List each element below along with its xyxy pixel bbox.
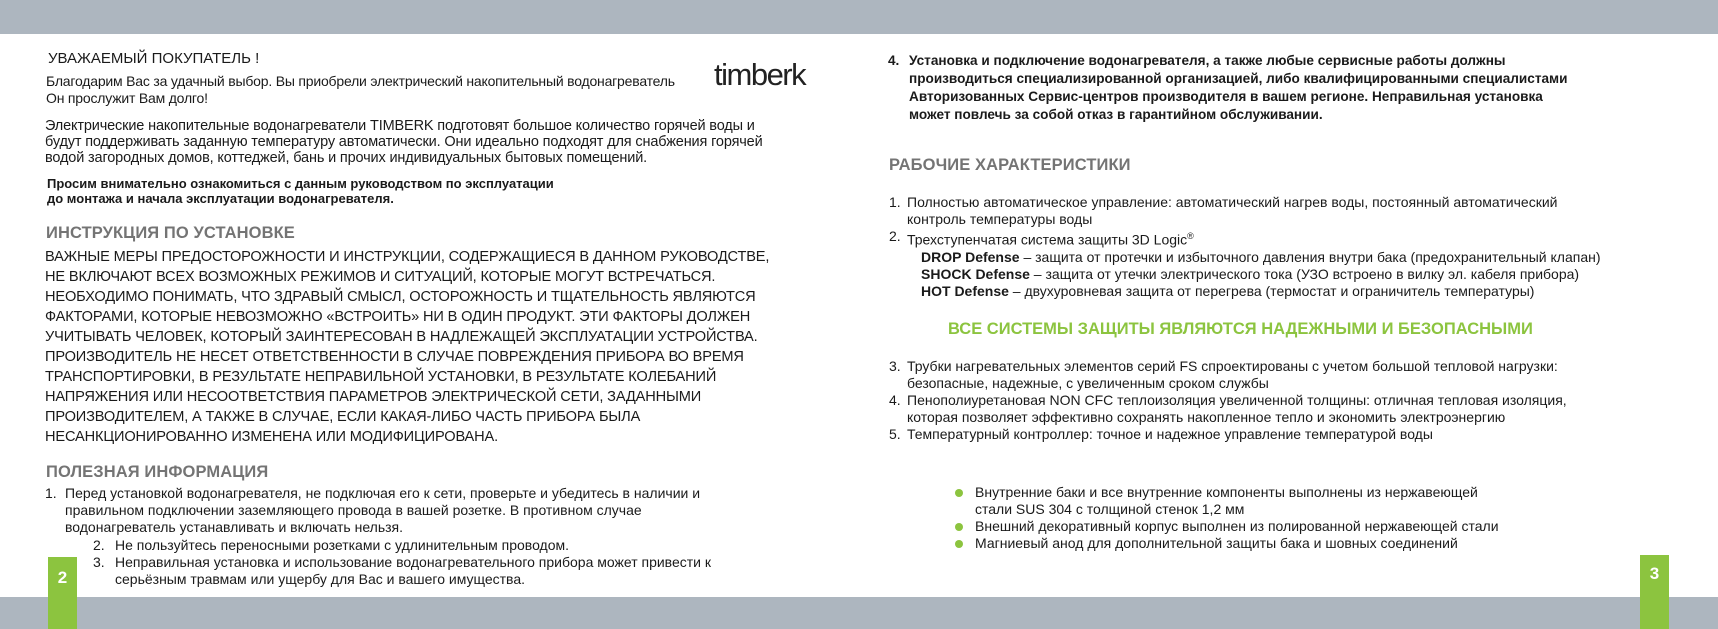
notice-paragraph [47,176,554,206]
list-number: 3. [889,358,901,374]
list-number: 4. [889,392,901,408]
feature-text: Трехступенчатая система защиты 3D Logic [907,231,1188,248]
thanks-line-2: Он прослужит Вам долго! [46,90,208,106]
list-line: Неправильная установка и использование водонагревательного прибора может привести к [115,554,711,570]
install-line: ФАКТОРАМИ, КОТОРЫЕ НЕВОЗМОЖНО «ВСТРОИТЬ» НИ В ОДИН ПРОДУКТ. ЭТИ ФАКТОРЫ ДОЛЖЕН [45,309,751,325]
timberk-logo: timberk [714,57,806,92]
install-line: НЕ ВКЛЮЧАЮТ ВСЕХ ВОЗМОЖНЫХ РЕЖИМОВ И СИТУАЦИЙ, КОТОРЫЕ МОГУТ ВСТРЕЧАТЬСЯ. [45,269,716,285]
intro-line: будут поддерживать заданную температуру автоматически. Они идеально подходят для снабжения горячей [45,134,763,150]
thanks-line-1 [46,73,806,90]
features-heading: РАБОЧИЕ ХАРАКТЕРИСТИКИ [889,156,1131,174]
list-item [889,392,1709,426]
list-line: Полностью автоматическое управление: автоматический нагрев воды, постоянный автоматический [907,194,1558,210]
bullet-line: стали SUS 304 с толщиной стенок 1,2 мм [975,501,1245,517]
features-list [889,194,1709,300]
material-bullets [955,484,1695,552]
list-number: 3. [93,554,105,570]
list-item [45,554,835,588]
notice-line: Просим внимательно ознакомиться с данным руководством по эксплуатации [47,176,554,191]
install-line: ТРАНСПОРТИРОВКИ, В РЕЗУЛЬТАТЕ НЕПРАВИЛЬНОЙ УСТАНОВКИ, В РЕЗУЛЬТАТЕ КОЛЕБАНИЙ [45,369,717,385]
list-line: может повлечь за собой отказ в гарантийном обслуживании. [909,107,1323,122]
list-line: Не пользуйтесь переносными розетками с удлинительным проводом. [115,537,570,553]
install-line: НАПРЯЖЕНИЯ ИЛИ НЕСООТВЕТСТВИЯ ПАРАМЕТРОВ ЭЛЕКТРИЧЕСКОЙ СЕТИ, ЗАДАННЫМИ [45,389,702,405]
defense-name: HOT Defense [921,282,1009,299]
list-number: 4. [888,53,900,68]
install-line: ВАЖНЫЕ МЕРЫ ПРЕДОСТОРОЖНОСТИ И ИНСТРУКЦИИ, СОДЕРЖАЩИЕСЯ В ДАННОМ РУКОВОДСТВЕ, [45,249,770,265]
list-line: серьёзным травмам или ущербу для Вас и вашего имущества. [115,571,526,587]
intro-line: водой загородных домов, коттеджей, бань и прочих индивидуальных бытовых помещений. [45,150,648,166]
install-line: УЧИТЫВАТЬ ЧЕЛОВЕК, КОТОРЫЙ ЗАИНТЕРЕСОВАН В НАДЛЕЖАЩЕЙ ЭКСПЛУАТАЦИИ УСТРОЙСТВА. [45,329,758,345]
useful-list [45,485,835,588]
defense-name: SHOCK Defense [921,265,1030,282]
install-line: НЕСАНКЦИОНИРОВАННО ИЗМЕНЕНА ИЛИ МОДИФИЦИРОВАНА. [45,429,499,445]
list-line: Перед установкой водонагревателя, не подключая его к сети, проверьте и убедитесь в наличии и [65,485,701,501]
list-item [888,52,1708,124]
bullet-dot-icon [955,540,963,548]
defense-item [921,249,1709,266]
list-line: Пенополиуретановая NON CFC теплоизоляция увеличенной толщины: отличная тепловая изоляция, [907,392,1567,408]
list-item [889,194,1709,228]
features-list-cont [889,358,1709,443]
bullet-item [955,484,1695,518]
bullet-dot-icon [955,523,963,531]
list-item [889,228,1709,249]
install-text [45,247,769,447]
list-number: 1. [45,485,57,501]
list-item [45,485,835,536]
list-item [889,426,1709,443]
list-line: Установка и подключение водонагревателя, а также любые сервисные работы должны [909,53,1506,68]
install-line: ПРОИЗВОДИТЕЛЬ НЕ НЕСЕТ ОТВЕТСТВЕННОСТИ В СЛУЧАЕ ПОВРЕЖДЕНИЯ ПРИБОРА ВО ВРЕМЯ [45,349,744,365]
page-number-3: 3 [1640,555,1669,629]
bullet-line: Внешний декоративный корпус выполнен из полированной нержавеющей стали [975,518,1499,534]
intro-paragraph [45,118,763,166]
defense-desc: – защита от протечки и избыточного давления внутри бака (предохранительный клапан) [1019,248,1601,265]
defense-list [889,249,1709,300]
list-number: 1. [889,194,901,210]
bullet-dot-icon [955,489,963,497]
install-heading: ИНСТРУКЦИЯ ПО УСТАНОВКЕ [46,224,295,242]
useful-heading: ПОЛЕЗНАЯ ИНФОРМАЦИЯ [46,463,269,481]
install-line: НЕОБХОДИМО ПОНИМАТЬ, ЧТО ЗДРАВЫЙ СМЫСЛ, ОСТОРОЖНОСТЬ И ТЩАТЕЛЬНОСТЬ ЯВЛЯЮТСЯ [45,289,756,305]
bullet-item [955,535,1695,552]
list-line: которая позволяет эффективно сохранять накопленное тепло и экономить электроэнергию [907,409,1506,425]
top-band [0,0,1718,34]
list-number: 2. [93,537,105,553]
notice-line: до монтажа и начала эксплуатации водонагревателя. [47,191,394,206]
list-line: Трубки нагревательных элементов серий FS спроектированы с учетом большой тепловой нагрузки: [907,358,1558,374]
defense-name: DROP Defense [921,248,1020,265]
install-line: ПРОИЗВОДИТЕЛЕМ, А ТАКЖЕ В СЛУЧАЕ, ЕСЛИ КАКАЯ-ЛИБО ЧАСТЬ ПРИБОРА БЫЛА [45,409,641,425]
list-line: безопасные, надежные, с увеличенным сроком службы [907,375,1269,391]
install-warning-item [888,52,1708,124]
bullet-line: Внутренние баки и все внутренние компоненты выполнены из нержавеющей [975,484,1478,500]
greeting: УВАЖАЕМЫЙ ПОКУПАТЕЛЬ ! [48,50,260,67]
list-line: производиться специализированной организацией, либо квалифицированными специалистами [909,71,1568,86]
list-item [45,537,835,554]
list-number: 5. [889,426,901,442]
bullet-item [955,518,1695,535]
list-number: 2. [889,228,901,244]
list-line: водонагреватель устанавливать и включать нельзя. [65,519,404,535]
list-line: Температурный контроллер: точное и надежное управление температурой воды [907,426,1433,442]
list-line: правильном подключении заземляющего провода в вашей розетке. В противном случае [65,502,642,518]
bullet-line: Магниевый анод для дополнительной защиты бака и шовных соединений [975,535,1458,551]
list-line: Авторизованных Сервис-центров производителя в вашем регионе. Неправильная установка [909,89,1543,104]
safety-heading: ВСЕ СИСТЕМЫ ЗАЩИТЫ ЯВЛЯЮТСЯ НАДЕЖНЫМИ И БЕЗОПАСНЫМИ [948,320,1533,338]
intro-line: Электрические накопительные водонагреватели TIMBERK подготовят большое количество горячей воды и [45,118,755,134]
registered-mark: ® [1187,231,1194,241]
bottom-band [0,597,1718,629]
thanks-text: Благодарим Вас за удачный выбор. Вы приобрели электрический накопительный водонагреватель [46,73,675,89]
list-item [889,358,1709,392]
defense-desc: – защита от утечки электрического тока (УЗО встроено в вилку эл. кабеля прибора) [1029,265,1580,282]
defense-item [921,266,1709,283]
list-line [907,228,1709,249]
page-number-2: 2 [48,557,77,629]
defense-desc: – двухуровневая защита от перегрева (термостат и ограничитель температуры) [1008,282,1535,299]
list-line: контроль температуры воды [907,211,1093,227]
defense-item [921,283,1709,300]
